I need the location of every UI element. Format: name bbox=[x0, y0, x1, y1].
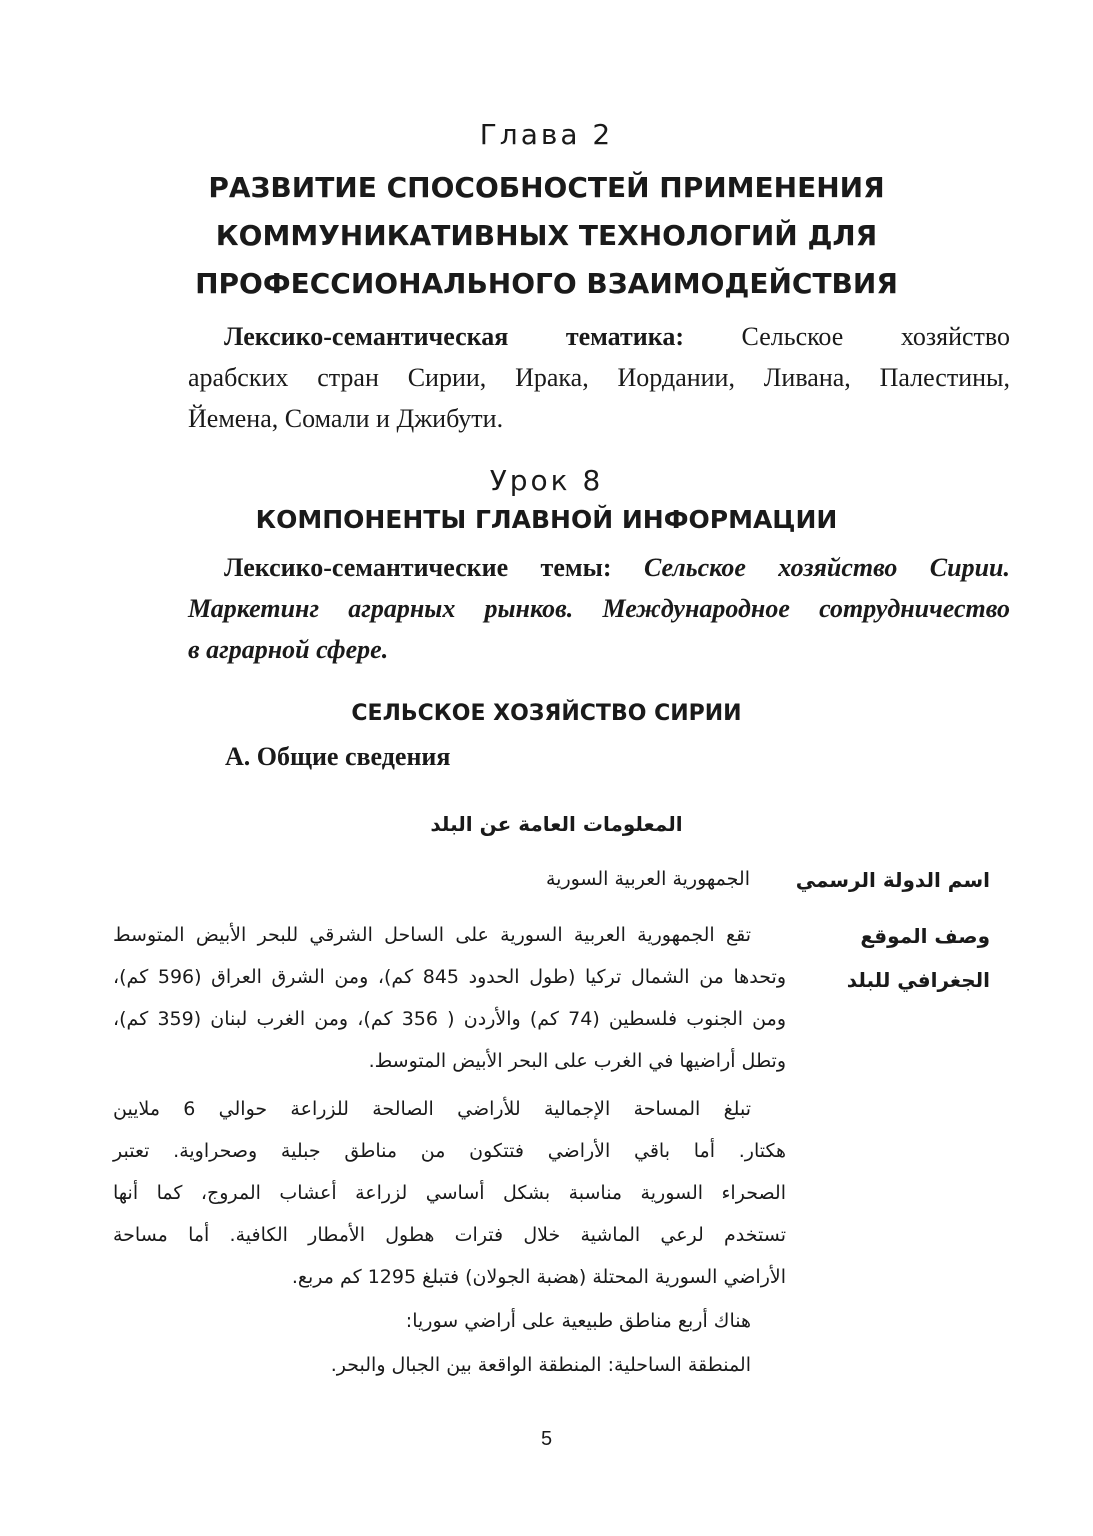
chapter-title-line: КОММУНИКАТИВНЫХ ТЕХНОЛОГИЙ ДЛЯ bbox=[215, 219, 878, 252]
regions-intro: هناك أربع مناطق طبيعية على أراضي سوريا: bbox=[405, 1310, 751, 1332]
chapter-title-line: РАЗВИТИЕ СПОСОБНОСТЕЙ ПРИМЕНЕНИЯ bbox=[208, 171, 885, 204]
chapter-theme-line2: арабских стран Сирии, Ирака, Иордании, Ливана, Палестины, bbox=[188, 363, 1010, 392]
lesson-title: КОМПОНЕНТЫ ГЛАВНОЙ ИНФОРМАЦИИ bbox=[255, 505, 838, 534]
chapter-label: Глава 2 bbox=[479, 118, 614, 151]
location-line: تقع الجمهورية العربية السورية على الساحل الشرقي للبحر الأبيض المتوسط bbox=[113, 924, 751, 946]
chapter-theme-line1 bbox=[188, 316, 1010, 357]
area-line: الأراضي السورية المحتلة (هضبة الجولان) فتبلغ 1295 كم مربع. bbox=[291, 1266, 786, 1288]
chapter-theme-label: Лексико-семантическая тематика: bbox=[224, 322, 684, 351]
location-label: وصف الموقع bbox=[860, 924, 990, 948]
page-number: 5 bbox=[540, 1428, 553, 1450]
official-name-value: الجمهورية العربية السورية bbox=[545, 868, 750, 890]
chapter-title-line: ПРОФЕССИОНАЛЬНОГО ВЗАИМОДЕЙСТВИЯ bbox=[195, 267, 898, 300]
lesson-themes-text: Сельское хозяйство Сирии. bbox=[643, 553, 1011, 582]
official-name-label: اسم الدولة الرسمي bbox=[795, 868, 990, 892]
lesson-themes-label: Лексико-семантические темы: bbox=[224, 553, 612, 582]
subsection-title: А. Общие сведения bbox=[225, 742, 451, 771]
area-line: تبلغ المساحة الإجمالية للأراضي الصالحة للزراعة حوالي 6 ملايين bbox=[113, 1098, 751, 1120]
lesson-label: Урок 8 bbox=[489, 464, 604, 497]
location-label: الجغرافي للبلد bbox=[846, 968, 990, 992]
area-line: تستخدم لرعي الماشية خلال فترات هطول الأمطار الكافية. أما مساحة bbox=[113, 1224, 786, 1246]
lesson-themes-line2: Маркетинг аграрных рынков. Международное сотрудничество bbox=[188, 594, 1010, 623]
location-line: ومن الجنوب فلسطين (74 كم) والأردن ( 356 كم)، ومن الغرب لبنان (359 كم)، bbox=[113, 1008, 786, 1030]
arabic-heading: المعلومات العامة عن البلد bbox=[430, 812, 683, 836]
location-line: وتطل أراضيها في الغرب على البحر الأبيض المتوسط. bbox=[368, 1050, 786, 1072]
section-title: СЕЛЬСКОЕ ХОЗЯЙСТВО СИРИИ bbox=[351, 701, 742, 726]
lesson-themes-line3: в аграрной сфере. bbox=[188, 635, 389, 664]
chapter-theme-line3: Йемена, Сомали и Джибути. bbox=[188, 404, 504, 433]
area-line: الصحراء السورية مناسبة بشكل أساسي لزراعة أعشاب المروج، كما أنها bbox=[113, 1182, 786, 1204]
area-line: هكتار. أما باقي الأراضي فتتكون من مناطق جبلية وصحراوية. تعتبر bbox=[113, 1140, 786, 1162]
location-line: وتحدها من الشمال تركيا (طول الحدود 845 كم)، ومن الشرق العراق (596 كم)، bbox=[113, 966, 786, 988]
lesson-themes-line1 bbox=[188, 547, 1010, 588]
coastal-region: المنطقة الساحلية: المنطقة الواقعة بين الجبال والبحر. bbox=[330, 1354, 751, 1376]
chapter-theme-text: Сельское хозяйство bbox=[741, 322, 1010, 351]
